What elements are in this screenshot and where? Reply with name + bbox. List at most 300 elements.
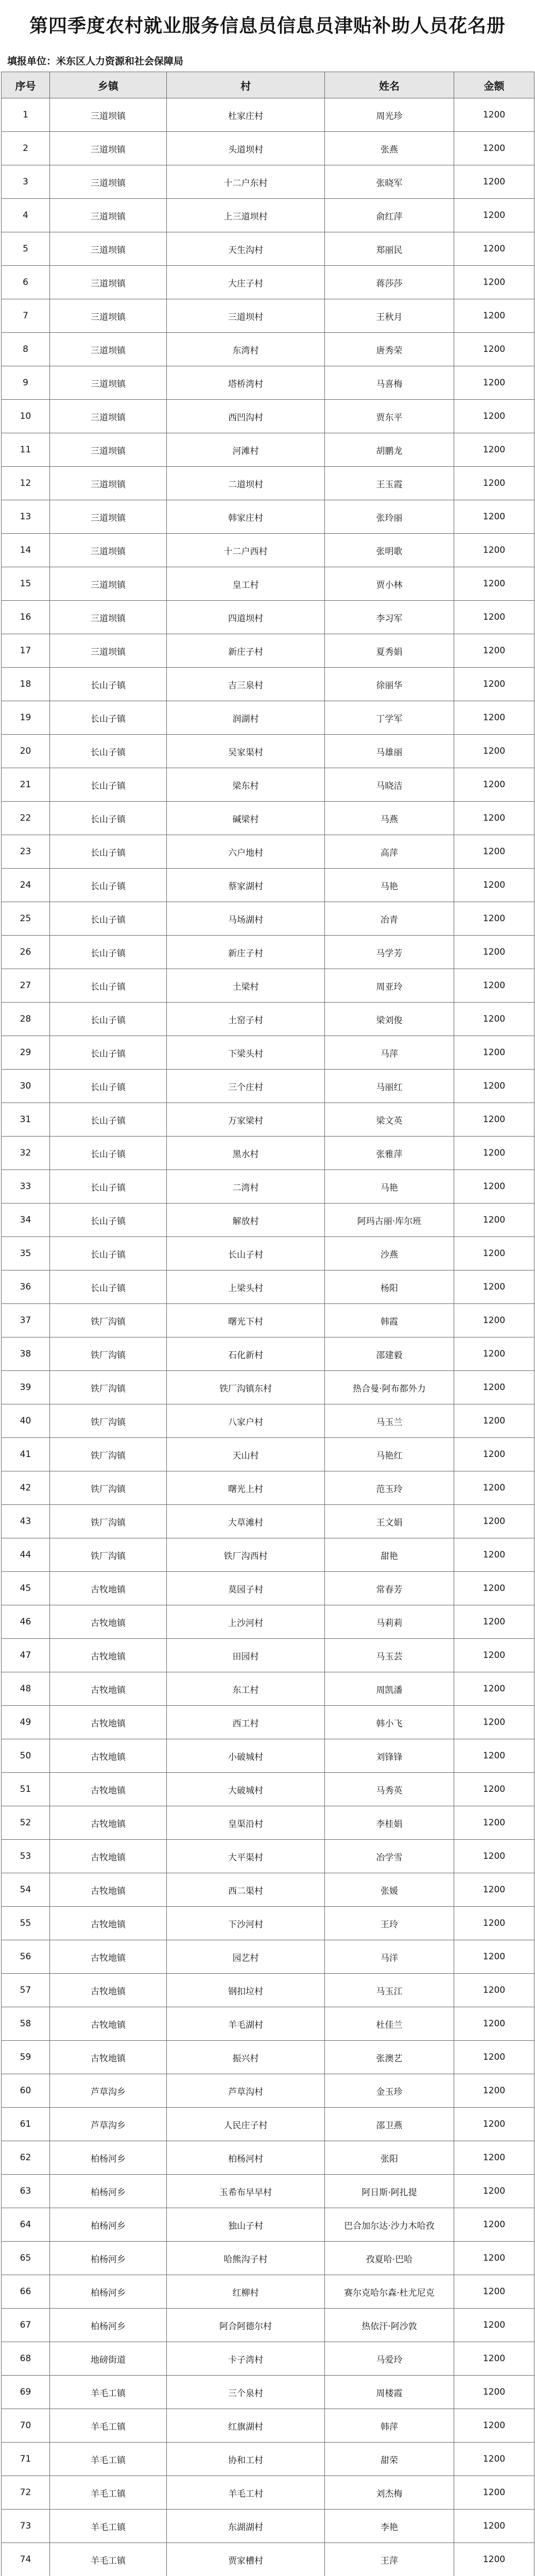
cell-amount: 1200	[454, 1137, 534, 1170]
cell-town: 古牧地镇	[50, 1739, 167, 1773]
cell-village: 新庄子村	[167, 634, 325, 668]
cell-name: 韩萍	[325, 2409, 454, 2443]
cell-no: 21	[2, 768, 50, 802]
table-row	[2, 1773, 534, 1806]
cell-town: 三道坝镇	[50, 534, 167, 567]
cell-town: 古牧地镇	[50, 1840, 167, 1873]
cell-town: 柏杨河乡	[50, 2175, 167, 2208]
cell-town: 羊毛工镇	[50, 2476, 167, 2510]
cell-no: 61	[2, 2108, 50, 2141]
cell-no: 13	[2, 500, 50, 534]
cell-name: 周凯潘	[325, 1672, 454, 1706]
cell-town: 长山子镇	[50, 1204, 167, 1237]
table-row	[2, 1940, 534, 1974]
cell-no: 4	[2, 199, 50, 232]
cell-amount: 1200	[454, 1940, 534, 1974]
cell-name: 马喜梅	[325, 366, 454, 400]
cell-name: 马雄丽	[325, 735, 454, 768]
cell-name: 刘杰梅	[325, 2476, 454, 2510]
cell-town: 三道坝镇	[50, 266, 167, 299]
cell-amount: 1200	[454, 2409, 534, 2443]
cell-amount: 1200	[454, 1270, 534, 1304]
cell-no: 67	[2, 2309, 50, 2342]
cell-village: 碱梁村	[167, 802, 325, 835]
cell-no: 6	[2, 266, 50, 299]
cell-amount: 1200	[454, 1505, 534, 1538]
cell-town: 长山子镇	[50, 1237, 167, 1270]
cell-name: 马洋	[325, 1940, 454, 1974]
cell-amount: 1200	[454, 1170, 534, 1204]
table-row	[2, 1672, 534, 1706]
cell-no: 47	[2, 1639, 50, 1672]
cell-town: 铁厂沟镇	[50, 1404, 167, 1438]
cell-no: 10	[2, 400, 50, 433]
cell-no: 74	[2, 2543, 50, 2576]
cell-village: 头道坝村	[167, 132, 325, 165]
cell-amount: 1200	[454, 2175, 534, 2208]
cell-name: 马玉江	[325, 1974, 454, 2007]
cell-name: 马燕	[325, 802, 454, 835]
cell-village: 阿合阿德尔村	[167, 2309, 325, 2342]
cell-town: 柏杨河乡	[50, 2208, 167, 2242]
cell-village: 四道坝村	[167, 601, 325, 634]
cell-town: 长山子镇	[50, 869, 167, 902]
cell-amount: 1200	[454, 2242, 534, 2275]
cell-town: 长山子镇	[50, 1003, 167, 1036]
cell-no: 17	[2, 634, 50, 668]
cell-amount: 1200	[454, 1639, 534, 1672]
table-row	[2, 433, 534, 467]
cell-village: 东工村	[167, 1672, 325, 1706]
cell-no: 23	[2, 835, 50, 869]
cell-amount: 1200	[454, 2007, 534, 2041]
cell-village: 下沙河村	[167, 1907, 325, 1940]
cell-name: 周亚玲	[325, 969, 454, 1003]
table-row	[2, 1974, 534, 2007]
cell-name: 张玲丽	[325, 500, 454, 534]
cell-no: 51	[2, 1773, 50, 1806]
cell-town: 柏杨河乡	[50, 2309, 167, 2342]
cell-amount: 1200	[454, 266, 534, 299]
cell-village: 协和工村	[167, 2443, 325, 2476]
table-row	[2, 2309, 534, 2342]
cell-town: 三道坝镇	[50, 601, 167, 634]
cell-town: 长山子镇	[50, 1103, 167, 1137]
cell-amount: 1200	[454, 1036, 534, 1070]
table-row	[2, 701, 534, 735]
cell-town: 古牧地镇	[50, 1806, 167, 1840]
cell-no: 28	[2, 1003, 50, 1036]
cell-amount: 1200	[454, 2309, 534, 2342]
cell-name: 热合曼·阿布都外力	[325, 1371, 454, 1404]
table-row	[2, 1840, 534, 1873]
cell-amount: 1200	[454, 232, 534, 266]
cell-village: 曙光下村	[167, 1304, 325, 1337]
cell-village: 卡子湾村	[167, 2342, 325, 2376]
cell-town: 铁厂沟镇	[50, 1304, 167, 1337]
table-row	[2, 2443, 534, 2476]
cell-amount: 1200	[454, 2074, 534, 2108]
table-row	[2, 1706, 534, 1739]
cell-village: 十二户西村	[167, 534, 325, 567]
cell-name: 孜夏哈·巴哈	[325, 2242, 454, 2275]
cell-amount: 1200	[454, 668, 534, 701]
cell-amount: 1200	[454, 768, 534, 802]
cell-no: 36	[2, 1270, 50, 1304]
cell-amount: 1200	[454, 601, 534, 634]
cell-town: 芦草沟乡	[50, 2074, 167, 2108]
cell-town: 古牧地镇	[50, 1572, 167, 1605]
cell-name: 马晓洁	[325, 768, 454, 802]
cell-village: 下梁头村	[167, 1036, 325, 1070]
table-row	[2, 1605, 534, 1639]
header-village: 村	[167, 72, 325, 98]
cell-name: 马秀英	[325, 1773, 454, 1806]
table-row	[2, 132, 534, 165]
table-row	[2, 1204, 534, 1237]
header-row	[2, 72, 534, 98]
cell-town: 羊毛工镇	[50, 2376, 167, 2409]
cell-village: 土梁村	[167, 969, 325, 1003]
cell-village: 黑水村	[167, 1137, 325, 1170]
table-row	[2, 400, 534, 433]
cell-amount: 1200	[454, 2476, 534, 2510]
cell-amount: 1200	[454, 1538, 534, 1572]
cell-town: 三道坝镇	[50, 433, 167, 467]
cell-amount: 1200	[454, 333, 534, 366]
table-row	[2, 534, 534, 567]
cell-no: 35	[2, 1237, 50, 1270]
cell-no: 62	[2, 2141, 50, 2175]
table-row	[2, 835, 534, 869]
cell-village: 柏杨河村	[167, 2141, 325, 2175]
cell-name: 范玉玲	[325, 1471, 454, 1505]
cell-amount: 1200	[454, 634, 534, 668]
table-row	[2, 266, 534, 299]
cell-village: 马场湖村	[167, 902, 325, 936]
cell-amount: 1200	[454, 1204, 534, 1237]
table-row	[2, 1337, 534, 1371]
cell-no: 45	[2, 1572, 50, 1605]
cell-amount: 1200	[454, 1974, 534, 2007]
table-row	[2, 1237, 534, 1270]
cell-town: 古牧地镇	[50, 1706, 167, 1739]
cell-amount: 1200	[454, 2208, 534, 2242]
cell-village: 红旗湖村	[167, 2409, 325, 2443]
cell-village: 红柳村	[167, 2275, 325, 2309]
cell-name: 冶青	[325, 902, 454, 936]
roster-table	[1, 72, 534, 2576]
cell-amount: 1200	[454, 1739, 534, 1773]
cell-name: 王玉霞	[325, 467, 454, 500]
table-row	[2, 1873, 534, 1907]
cell-village: 独山子村	[167, 2208, 325, 2242]
cell-no: 29	[2, 1036, 50, 1070]
cell-village: 园艺村	[167, 1940, 325, 1974]
table-row	[2, 333, 534, 366]
cell-name: 马艳	[325, 1170, 454, 1204]
table-row	[2, 1739, 534, 1773]
cell-name: 李习军	[325, 601, 454, 634]
cell-no: 38	[2, 1337, 50, 1371]
cell-name: 王萍	[325, 2543, 454, 2576]
cell-no: 3	[2, 165, 50, 199]
cell-amount: 1200	[454, 165, 534, 199]
cell-village: 塔桥湾村	[167, 366, 325, 400]
cell-amount: 1200	[454, 2443, 534, 2476]
cell-amount: 1200	[454, 869, 534, 902]
cell-town: 古牧地镇	[50, 1672, 167, 1706]
cell-name: 郑丽民	[325, 232, 454, 266]
table-row	[2, 2342, 534, 2376]
cell-no: 37	[2, 1304, 50, 1337]
cell-town: 铁厂沟镇	[50, 1538, 167, 1572]
cell-village: 田园村	[167, 1639, 325, 1672]
table-row	[2, 1806, 534, 1840]
table-row	[2, 1404, 534, 1438]
cell-village: 贾家槽村	[167, 2543, 325, 2576]
table-row	[2, 1371, 534, 1404]
table-row	[2, 199, 534, 232]
cell-village: 人民庄子村	[167, 2108, 325, 2141]
cell-village: 八家户村	[167, 1404, 325, 1438]
cell-village: 三道坝村	[167, 299, 325, 333]
cell-town: 古牧地镇	[50, 2041, 167, 2074]
cell-name: 冶学雪	[325, 1840, 454, 1873]
table-row	[2, 1003, 534, 1036]
cell-name: 张澳艺	[325, 2041, 454, 2074]
cell-town: 长山子镇	[50, 1036, 167, 1070]
cell-amount: 1200	[454, 1404, 534, 1438]
cell-village: 土窑子村	[167, 1003, 325, 1036]
cell-name: 梁刘俊	[325, 1003, 454, 1036]
cell-amount: 1200	[454, 1003, 534, 1036]
cell-name: 张燕	[325, 132, 454, 165]
cell-town: 柏杨河乡	[50, 2242, 167, 2275]
cell-no: 73	[2, 2510, 50, 2543]
cell-town: 长山子镇	[50, 668, 167, 701]
cell-town: 三道坝镇	[50, 232, 167, 266]
table-row	[2, 1572, 534, 1605]
cell-name: 蒋莎莎	[325, 266, 454, 299]
cell-town: 三道坝镇	[50, 132, 167, 165]
table-row	[2, 1538, 534, 1572]
cell-town: 长山子镇	[50, 835, 167, 869]
cell-village: 东湾村	[167, 333, 325, 366]
cell-no: 19	[2, 701, 50, 735]
cell-amount: 1200	[454, 1672, 534, 1706]
cell-amount: 1200	[454, 1337, 534, 1371]
table-row	[2, 1471, 534, 1505]
cell-town: 长山子镇	[50, 735, 167, 768]
cell-town: 柏杨河乡	[50, 2141, 167, 2175]
cell-amount: 1200	[454, 400, 534, 433]
cell-name: 张媛	[325, 1873, 454, 1907]
cell-name: 马学芳	[325, 936, 454, 969]
cell-no: 49	[2, 1706, 50, 1739]
cell-village: 石化新村	[167, 1337, 325, 1371]
cell-name: 金玉珍	[325, 2074, 454, 2108]
cell-village: 梁东村	[167, 768, 325, 802]
cell-village: 长山子村	[167, 1237, 325, 1270]
cell-amount: 1200	[454, 2275, 534, 2309]
cell-town: 芦草沟乡	[50, 2108, 167, 2141]
cell-name: 热依汗·阿沙敦	[325, 2309, 454, 2342]
table-row	[2, 567, 534, 601]
cell-town: 三道坝镇	[50, 634, 167, 668]
cell-no: 44	[2, 1538, 50, 1572]
table-row	[2, 1270, 534, 1304]
cell-no: 68	[2, 2342, 50, 2376]
cell-town: 长山子镇	[50, 936, 167, 969]
cell-name: 巴合加尔达·沙力木哈孜	[325, 2208, 454, 2242]
header-name: 姓名	[325, 72, 454, 98]
cell-amount: 1200	[454, 1806, 534, 1840]
cell-village: 振兴村	[167, 2041, 325, 2074]
cell-name: 沙燕	[325, 1237, 454, 1270]
cell-town: 三道坝镇	[50, 500, 167, 534]
table-row	[2, 165, 534, 199]
cell-village: 上梁头村	[167, 1270, 325, 1304]
cell-town: 长山子镇	[50, 1070, 167, 1103]
table-row	[2, 2208, 534, 2242]
cell-no: 63	[2, 2175, 50, 2208]
cell-amount: 1200	[454, 2108, 534, 2141]
cell-amount: 1200	[454, 2141, 534, 2175]
cell-village: 羊毛湖村	[167, 2007, 325, 2041]
cell-no: 15	[2, 567, 50, 601]
cell-no: 16	[2, 601, 50, 634]
cell-town: 铁厂沟镇	[50, 1471, 167, 1505]
cell-no: 25	[2, 902, 50, 936]
cell-village: 解放村	[167, 1204, 325, 1237]
cell-no: 59	[2, 2041, 50, 2074]
table-row	[2, 902, 534, 936]
cell-town: 三道坝镇	[50, 366, 167, 400]
cell-name: 邵卫燕	[325, 2108, 454, 2141]
cell-town: 三道坝镇	[50, 567, 167, 601]
table-row	[2, 2510, 534, 2543]
cell-name: 甜艳	[325, 1538, 454, 1572]
table-row	[2, 2476, 534, 2510]
cell-village: 二道坝村	[167, 467, 325, 500]
cell-town: 地磅街道	[50, 2342, 167, 2376]
cell-town: 三道坝镇	[50, 400, 167, 433]
cell-town: 长山子镇	[50, 902, 167, 936]
cell-name: 周楼霞	[325, 2376, 454, 2409]
cell-name: 刘锋锋	[325, 1739, 454, 1773]
cell-town: 铁厂沟镇	[50, 1371, 167, 1404]
cell-name: 杨阳	[325, 1270, 454, 1304]
table-row	[2, 1907, 534, 1940]
cell-amount: 1200	[454, 936, 534, 969]
table-row	[2, 1103, 534, 1137]
cell-village: 河滩村	[167, 433, 325, 467]
cell-name: 马玉兰	[325, 1404, 454, 1438]
cell-amount: 1200	[454, 701, 534, 735]
cell-name: 胡鹏龙	[325, 433, 454, 467]
cell-amount: 1200	[454, 1907, 534, 1940]
table-row	[2, 366, 534, 400]
table-row	[2, 2275, 534, 2309]
cell-no: 66	[2, 2275, 50, 2309]
table-row	[2, 2141, 534, 2175]
cell-amount: 1200	[454, 1773, 534, 1806]
table-row	[2, 232, 534, 266]
cell-amount: 1200	[454, 2510, 534, 2543]
cell-amount: 1200	[454, 2543, 534, 2576]
cell-village: 三个庄村	[167, 1070, 325, 1103]
cell-town: 古牧地镇	[50, 1907, 167, 1940]
cell-name: 阿玛古丽·库尔班	[325, 1204, 454, 1237]
cell-town: 羊毛工镇	[50, 2510, 167, 2543]
cell-village: 韩家庄村	[167, 500, 325, 534]
cell-village: 西凹沟村	[167, 400, 325, 433]
cell-no: 7	[2, 299, 50, 333]
cell-name: 马艳红	[325, 1438, 454, 1471]
cell-amount: 1200	[454, 969, 534, 1003]
cell-no: 24	[2, 869, 50, 902]
cell-no: 72	[2, 2476, 50, 2510]
table-row	[2, 2007, 534, 2041]
table-row	[2, 2108, 534, 2141]
cell-name: 马莉莉	[325, 1605, 454, 1639]
cell-name: 梁文英	[325, 1103, 454, 1137]
cell-village: 皇工村	[167, 567, 325, 601]
cell-amount: 1200	[454, 1706, 534, 1739]
cell-amount: 1200	[454, 802, 534, 835]
cell-town: 三道坝镇	[50, 299, 167, 333]
header-amount: 金额	[454, 72, 534, 98]
cell-name: 阿日斯·阿扎提	[325, 2175, 454, 2208]
cell-village: 蔡家湖村	[167, 869, 325, 902]
cell-village: 哈熊沟子村	[167, 2242, 325, 2275]
cell-no: 12	[2, 467, 50, 500]
cell-village: 莫园子村	[167, 1572, 325, 1605]
cell-amount: 1200	[454, 567, 534, 601]
cell-village: 三个泉村	[167, 2376, 325, 2409]
cell-name: 杜佳兰	[325, 2007, 454, 2041]
cell-amount: 1200	[454, 1103, 534, 1137]
cell-town: 长山子镇	[50, 701, 167, 735]
table-row	[2, 735, 534, 768]
cell-town: 三道坝镇	[50, 165, 167, 199]
cell-town: 古牧地镇	[50, 1873, 167, 1907]
cell-amount: 1200	[454, 1237, 534, 1270]
cell-name: 贾小林	[325, 567, 454, 601]
cell-name: 马爱玲	[325, 2342, 454, 2376]
cell-village: 大破城村	[167, 1773, 325, 1806]
cell-town: 长山子镇	[50, 768, 167, 802]
table-row	[2, 1505, 534, 1538]
cell-village: 吴家渠村	[167, 735, 325, 768]
page-title: 第四季度农村就业服务信息员信息员津贴补助人员花名册	[29, 15, 506, 37]
cell-town: 铁厂沟镇	[50, 1337, 167, 1371]
table-row	[2, 2242, 534, 2275]
cell-no: 56	[2, 1940, 50, 1974]
cell-amount: 1200	[454, 2041, 534, 2074]
table-row	[2, 601, 534, 634]
cell-amount: 1200	[454, 1572, 534, 1605]
cell-no: 31	[2, 1103, 50, 1137]
table-row	[2, 668, 534, 701]
cell-town: 铁厂沟镇	[50, 1438, 167, 1471]
cell-town: 柏杨河乡	[50, 2275, 167, 2309]
table-row	[2, 1170, 534, 1204]
header-no: 序号	[2, 72, 50, 98]
cell-amount: 1200	[454, 835, 534, 869]
cell-town: 古牧地镇	[50, 1974, 167, 2007]
